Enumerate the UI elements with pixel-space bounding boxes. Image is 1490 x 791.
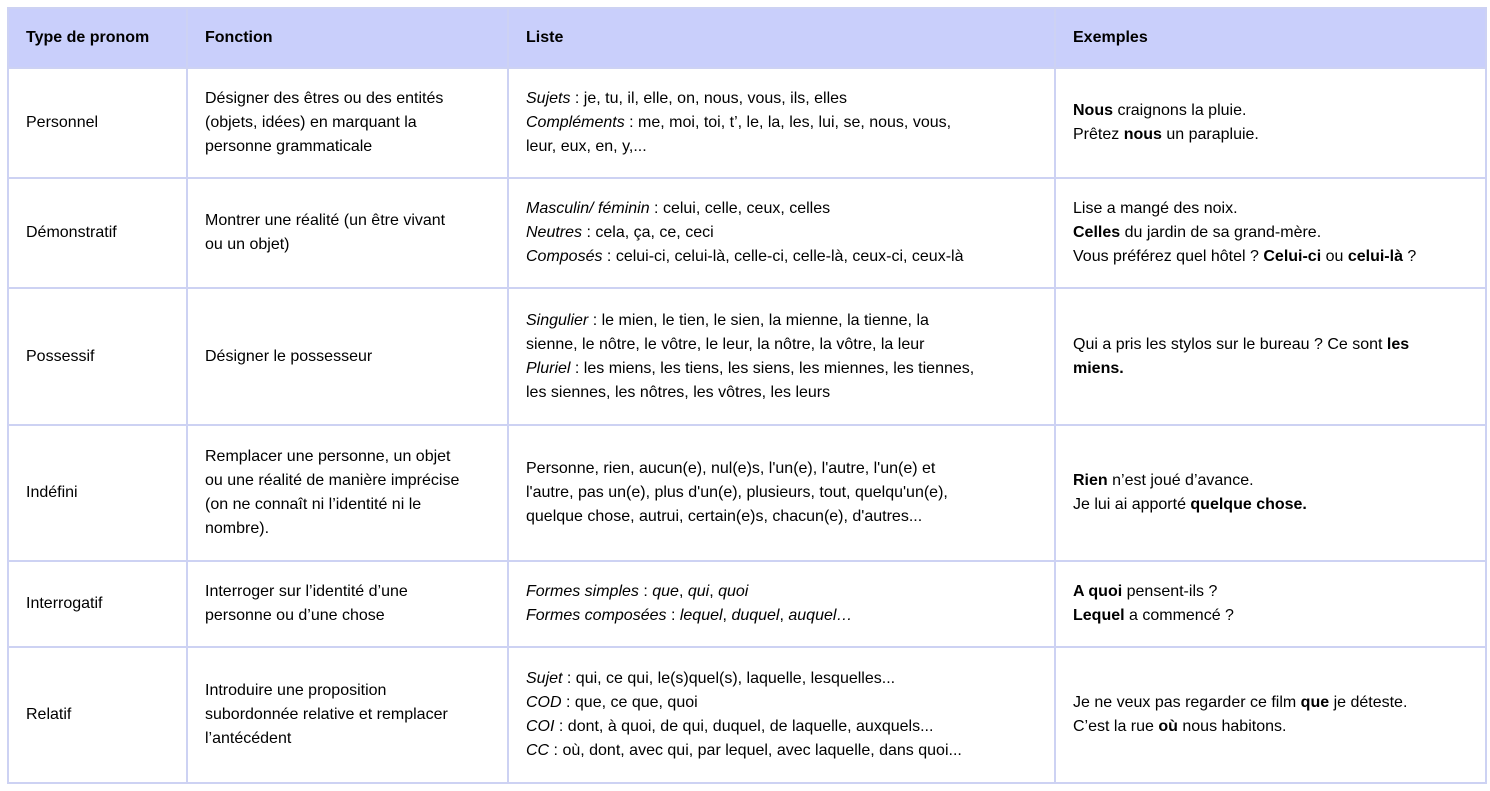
liste-text: l'autre, pas un(e), plus d'un(e), plusieurs, tout, quelqu'un(e), xyxy=(526,484,948,501)
liste-item: qui xyxy=(687,583,710,600)
liste-line xyxy=(526,691,1042,715)
cell-type: Interrogatif xyxy=(8,561,187,647)
table-row xyxy=(8,647,1486,783)
liste-label: Sujets xyxy=(526,90,571,107)
exemple-text: Vous préférez quel hôtel ? xyxy=(1073,248,1264,265)
table-row xyxy=(8,561,1486,647)
liste-text: : dont, à quoi, de qui, duquel, de laquelle, auxquels... xyxy=(554,718,934,735)
exemple-bold: que xyxy=(1300,694,1330,711)
cell-exemples xyxy=(1055,288,1486,425)
fonction-line: personne grammaticale xyxy=(205,138,373,155)
liste-label: Compléments xyxy=(526,114,625,131)
cell-type: Indéfini xyxy=(8,425,187,561)
liste-text: : xyxy=(638,583,653,600)
liste-text: : le mien, le tien, le sien, la mienne, la tienne, la xyxy=(588,311,929,329)
fonction-line: l’antécédent xyxy=(205,730,292,747)
cell-fonction xyxy=(187,288,508,425)
liste-item: que xyxy=(652,583,679,600)
liste-label: COI xyxy=(526,718,555,735)
liste-text: leur, eux, en, y,... xyxy=(526,138,647,155)
fonction-line: (on ne connaît ni l’identité ni le xyxy=(205,496,422,513)
exemple-line xyxy=(1073,357,1473,381)
exemple-text: du jardin de sa grand-mère. xyxy=(1120,224,1322,241)
table-row xyxy=(8,68,1486,178)
exemple-line xyxy=(1073,469,1473,493)
cell-liste xyxy=(508,68,1055,178)
cell-exemples xyxy=(1055,647,1486,783)
exemple-bold: Celles xyxy=(1073,224,1121,241)
liste-line xyxy=(526,667,1042,691)
liste-item: auquel xyxy=(788,607,837,624)
fonction-line: Désigner des êtres ou des entités xyxy=(205,90,444,107)
cell-fonction xyxy=(187,178,508,288)
fonction-line: Remplacer une personne, un objet xyxy=(205,448,451,465)
liste-line xyxy=(526,481,1042,505)
liste-label: CC xyxy=(526,742,550,759)
cell-liste xyxy=(508,561,1055,647)
liste-label: Masculin/ féminin xyxy=(526,200,650,217)
liste-label: Formes composées xyxy=(526,607,667,624)
exemple-text: Je lui ai apporté xyxy=(1073,496,1191,513)
exemple-text: je déteste. xyxy=(1329,694,1408,711)
exemple-bold: les xyxy=(1386,335,1410,353)
liste-label: Neutres xyxy=(526,224,583,241)
exemple-bold: celui-là xyxy=(1347,248,1403,265)
liste-line xyxy=(526,457,1042,481)
liste-suffix: … xyxy=(836,607,853,624)
fonction-line: Introduire une proposition xyxy=(205,682,387,699)
exemple-bold: Celui-ci xyxy=(1263,248,1322,265)
liste-text: : cela, ça, ce, ceci xyxy=(582,224,714,241)
liste-text: : les miens, les tiens, les siens, les miennes, les tiennes, xyxy=(570,359,975,377)
liste-line xyxy=(526,245,1042,269)
liste-label: COD xyxy=(526,694,562,711)
cell-liste xyxy=(508,425,1055,561)
liste-line xyxy=(526,333,1042,357)
exemple-line xyxy=(1073,691,1473,715)
header-fonction: Fonction xyxy=(187,8,508,68)
cell-exemples xyxy=(1055,178,1486,288)
cell-type: Démonstratif xyxy=(8,178,187,288)
exemple-bold: où xyxy=(1158,718,1178,735)
exemple-text: pensent-ils ? xyxy=(1122,583,1218,600)
liste-line xyxy=(526,715,1042,739)
pronoun-table xyxy=(7,7,1487,784)
fonction-line: ou une réalité de manière imprécise xyxy=(205,472,460,489)
cell-fonction xyxy=(187,647,508,783)
liste-label: Formes simples xyxy=(526,583,639,600)
liste-text: : que, ce que, quoi xyxy=(561,694,698,711)
table-body xyxy=(8,68,1486,783)
exemple-bold: quelque chose. xyxy=(1190,496,1307,513)
liste-line: Formes simples : que, qui, quoi xyxy=(526,583,749,600)
exemple-bold: Rien xyxy=(1073,472,1108,489)
liste-line xyxy=(526,221,1042,245)
exemple-text: Qui a pris les stylos sur le bureau ? Ce sont xyxy=(1073,335,1387,353)
fonction-line: Interroger sur l’identité d’une xyxy=(205,583,408,600)
exemple-text: craignons la pluie. xyxy=(1113,102,1247,119)
exemple-text: ou xyxy=(1321,248,1348,265)
table-row xyxy=(8,178,1486,288)
pronoun-table-container xyxy=(7,7,1487,784)
liste-line xyxy=(526,87,1042,111)
exemple-bold: Nous xyxy=(1073,102,1113,119)
cell-exemples xyxy=(1055,561,1486,647)
cell-type: Personnel xyxy=(8,68,187,178)
fonction-line: personne ou d’une chose xyxy=(205,607,385,624)
exemple-bold: A quoi xyxy=(1073,583,1123,600)
cell-liste xyxy=(508,178,1055,288)
liste-text: : celui-ci, celui-là, celle-ci, celle-là, ceux-ci, ceux-là xyxy=(602,248,964,265)
header-type: Type de pronom xyxy=(8,8,187,68)
fonction-line: ou un objet) xyxy=(205,236,290,253)
exemple-text: n’est joué d’avance. xyxy=(1107,472,1254,489)
liste-text: : celui, celle, ceux, celles xyxy=(649,200,831,217)
cell-type: Relatif xyxy=(8,647,187,783)
exemple-line xyxy=(1073,245,1473,269)
cell-liste xyxy=(508,288,1055,425)
liste-label: Pluriel xyxy=(526,359,571,377)
liste-text: quelque chose, autrui, certain(e)s, chacun(e), d'autres... xyxy=(526,508,923,525)
fonction-line: (objets, idées) en marquant la xyxy=(205,114,417,131)
header-exemples: Exemples xyxy=(1055,8,1486,68)
cell-exemples xyxy=(1055,425,1486,561)
exemple-line xyxy=(1073,197,1473,221)
liste-text: : qui, ce qui, le(s)quel(s), laquelle, lesquelles... xyxy=(562,670,896,687)
exemple-line xyxy=(1073,580,1473,604)
liste-text: les siennes, les nôtres, les vôtres, les leurs xyxy=(526,383,831,401)
cell-fonction xyxy=(187,561,508,647)
cell-liste xyxy=(508,647,1055,783)
liste-item: lequel xyxy=(679,607,723,624)
fonction-line: Montrer une réalité (un être vivant xyxy=(205,212,446,229)
exemple-text: a commencé ? xyxy=(1124,607,1234,624)
liste-text: : xyxy=(666,607,680,624)
cell-type: Possessif xyxy=(8,288,187,425)
liste-line xyxy=(526,197,1042,221)
header-liste: Liste xyxy=(508,8,1055,68)
fonction-line: nombre). xyxy=(205,520,270,537)
exemple-line xyxy=(1073,604,1473,628)
liste-line xyxy=(526,135,1042,159)
exemple-text: Prêtez xyxy=(1073,126,1124,143)
liste-label: Singulier xyxy=(526,311,589,329)
exemple-text: Lise a mangé des noix. xyxy=(1073,200,1238,217)
liste-line: Formes composées : lequel, duquel, auquel… xyxy=(526,607,853,624)
liste-text: : où, dont, avec qui, par lequel, avec laquelle, dans quoi... xyxy=(549,742,962,759)
header-row xyxy=(8,8,1486,68)
liste-line xyxy=(526,309,1042,333)
exemple-bold: Lequel xyxy=(1073,607,1125,624)
exemple-text: ? xyxy=(1402,248,1417,265)
exemple-text: Je ne veux pas regarder ce film xyxy=(1073,694,1301,711)
liste-line xyxy=(526,739,1042,763)
cell-fonction xyxy=(187,425,508,561)
table-row xyxy=(8,288,1486,425)
liste-label: Sujet xyxy=(526,670,563,687)
cell-fonction xyxy=(187,68,508,178)
exemple-line xyxy=(1073,333,1473,357)
liste-line xyxy=(526,357,1042,381)
liste-line xyxy=(526,381,1042,405)
liste-line xyxy=(526,505,1042,529)
table-row xyxy=(8,425,1486,561)
exemple-line xyxy=(1073,715,1473,739)
fonction-line: subordonnée relative et remplacer xyxy=(205,706,448,723)
exemple-text: nous habitons. xyxy=(1177,718,1287,735)
exemple-line xyxy=(1073,123,1473,147)
exemple-text: un parapluie. xyxy=(1161,126,1259,143)
liste-line xyxy=(526,111,1042,135)
cell-exemples xyxy=(1055,68,1486,178)
exemple-bold: nous xyxy=(1123,126,1162,143)
liste-text: : je, tu, il, elle, on, nous, vous, ils, elles xyxy=(570,90,848,107)
exemple-bold: miens. xyxy=(1073,359,1124,377)
exemple-line xyxy=(1073,99,1473,123)
liste-label: Composés xyxy=(526,248,603,265)
fonction-line: Désigner le possesseur xyxy=(205,347,373,365)
liste-text: Personne, rien, aucun(e), nul(e)s, l'un(e), l'autre, l'un(e) et xyxy=(526,460,936,477)
liste-item: duquel xyxy=(731,607,780,624)
exemple-line xyxy=(1073,493,1473,517)
exemple-line xyxy=(1073,221,1473,245)
exemple-text: C’est la rue xyxy=(1073,718,1159,735)
liste-text: sienne, le nôtre, le vôtre, le leur, la nôtre, la vôtre, la leur xyxy=(526,335,925,353)
liste-item: quoi xyxy=(718,583,749,600)
liste-text: : me, moi, toi, t’, le, la, les, lui, se, nous, vous, xyxy=(624,114,952,131)
